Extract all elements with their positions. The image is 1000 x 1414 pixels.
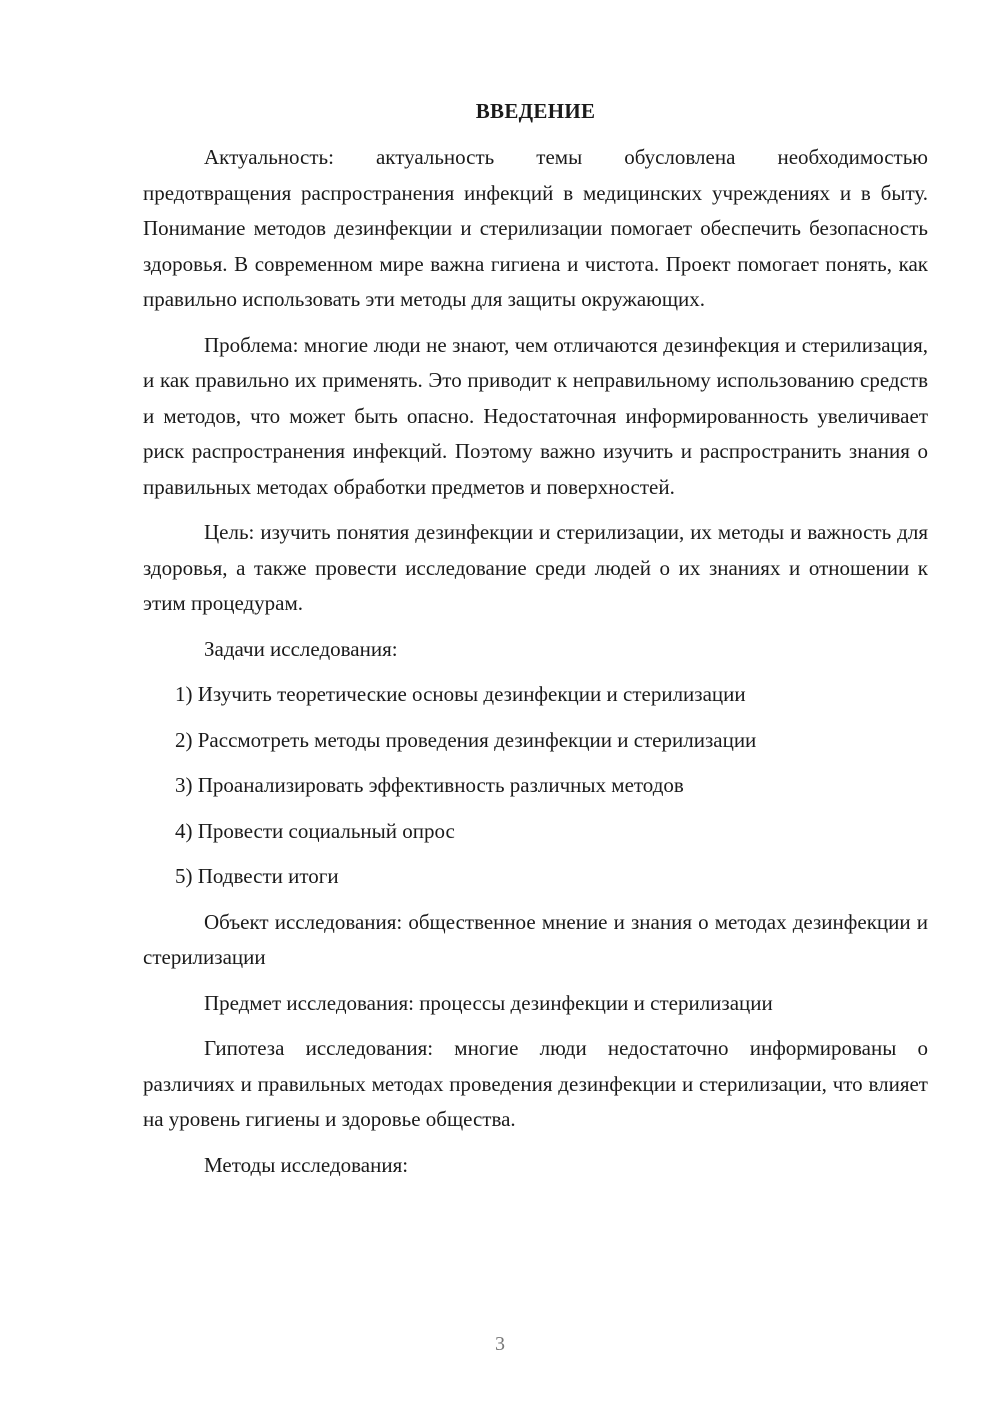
list-item: 2) Рассмотреть методы проведения дезинфекции и стерилизации [175,727,757,752]
list-item: 3) Проанализировать эффективность различных методов [175,773,684,797]
subject-paragraph: Предмет исследования: процессы дезинфекции и стерилизации [204,990,773,1015]
list-item: 4) Провести социальный опрос [175,818,455,843]
page-number: 3 [495,1333,505,1355]
object-paragraph: Объект исследования: общественное мнение и знания о методах дезинфекции и стерилизации [143,909,928,969]
list-item: 5) Подвести итоги [175,864,339,888]
problem-paragraph: Проблема: многие люди не знают, чем отличаются дезинфекция и стерилизация, и как правильно их применять. Это приводит к неправильному использованию средств и методов, что может быть опасно. Недостаточная информированность увеличивает риск распространения инфекций. Поэтому важно изучить и распространить знания о правильных методах обработки предметов и поверхностей. [143,332,928,499]
hypothesis-paragraph: Гипотеза исследования: многие люди недостаточно информированы о различиях и правильных методах проведения дезинфекции и стерилизации, что влияет на уровень гигиены и здоровье общества. [143,1036,928,1131]
methods-heading: Методы исследования: [204,1152,409,1177]
page-title: ВВЕДЕНИЕ [475,99,596,123]
tasks-list [143,677,928,895]
relevance-paragraph: Актуальность: актуальность темы обусловлена необходимостью предотвращения распространения инфекций в медицинских учреждениях и в быту. Понимание методов дезинфекции и стерилизации помогает обеспечить безопасность здоровья. В современном мире важна гигиена и чистота. Проект помогает понять, как правильно использовать эти методы для защиты окружающих. [143,145,928,311]
list-item: 1) Изучить теоретические основы дезинфекции и стерилизации [175,682,746,706]
document-page [143,96,928,1193]
tasks-heading: Задачи исследования: [204,636,398,661]
goal-paragraph: Цель: изучить понятия дезинфекции и стерилизации, их методы и важность для здоровья, а также провести исследование среди людей о их знаниях и отношении к этим процедурам. [143,520,928,615]
